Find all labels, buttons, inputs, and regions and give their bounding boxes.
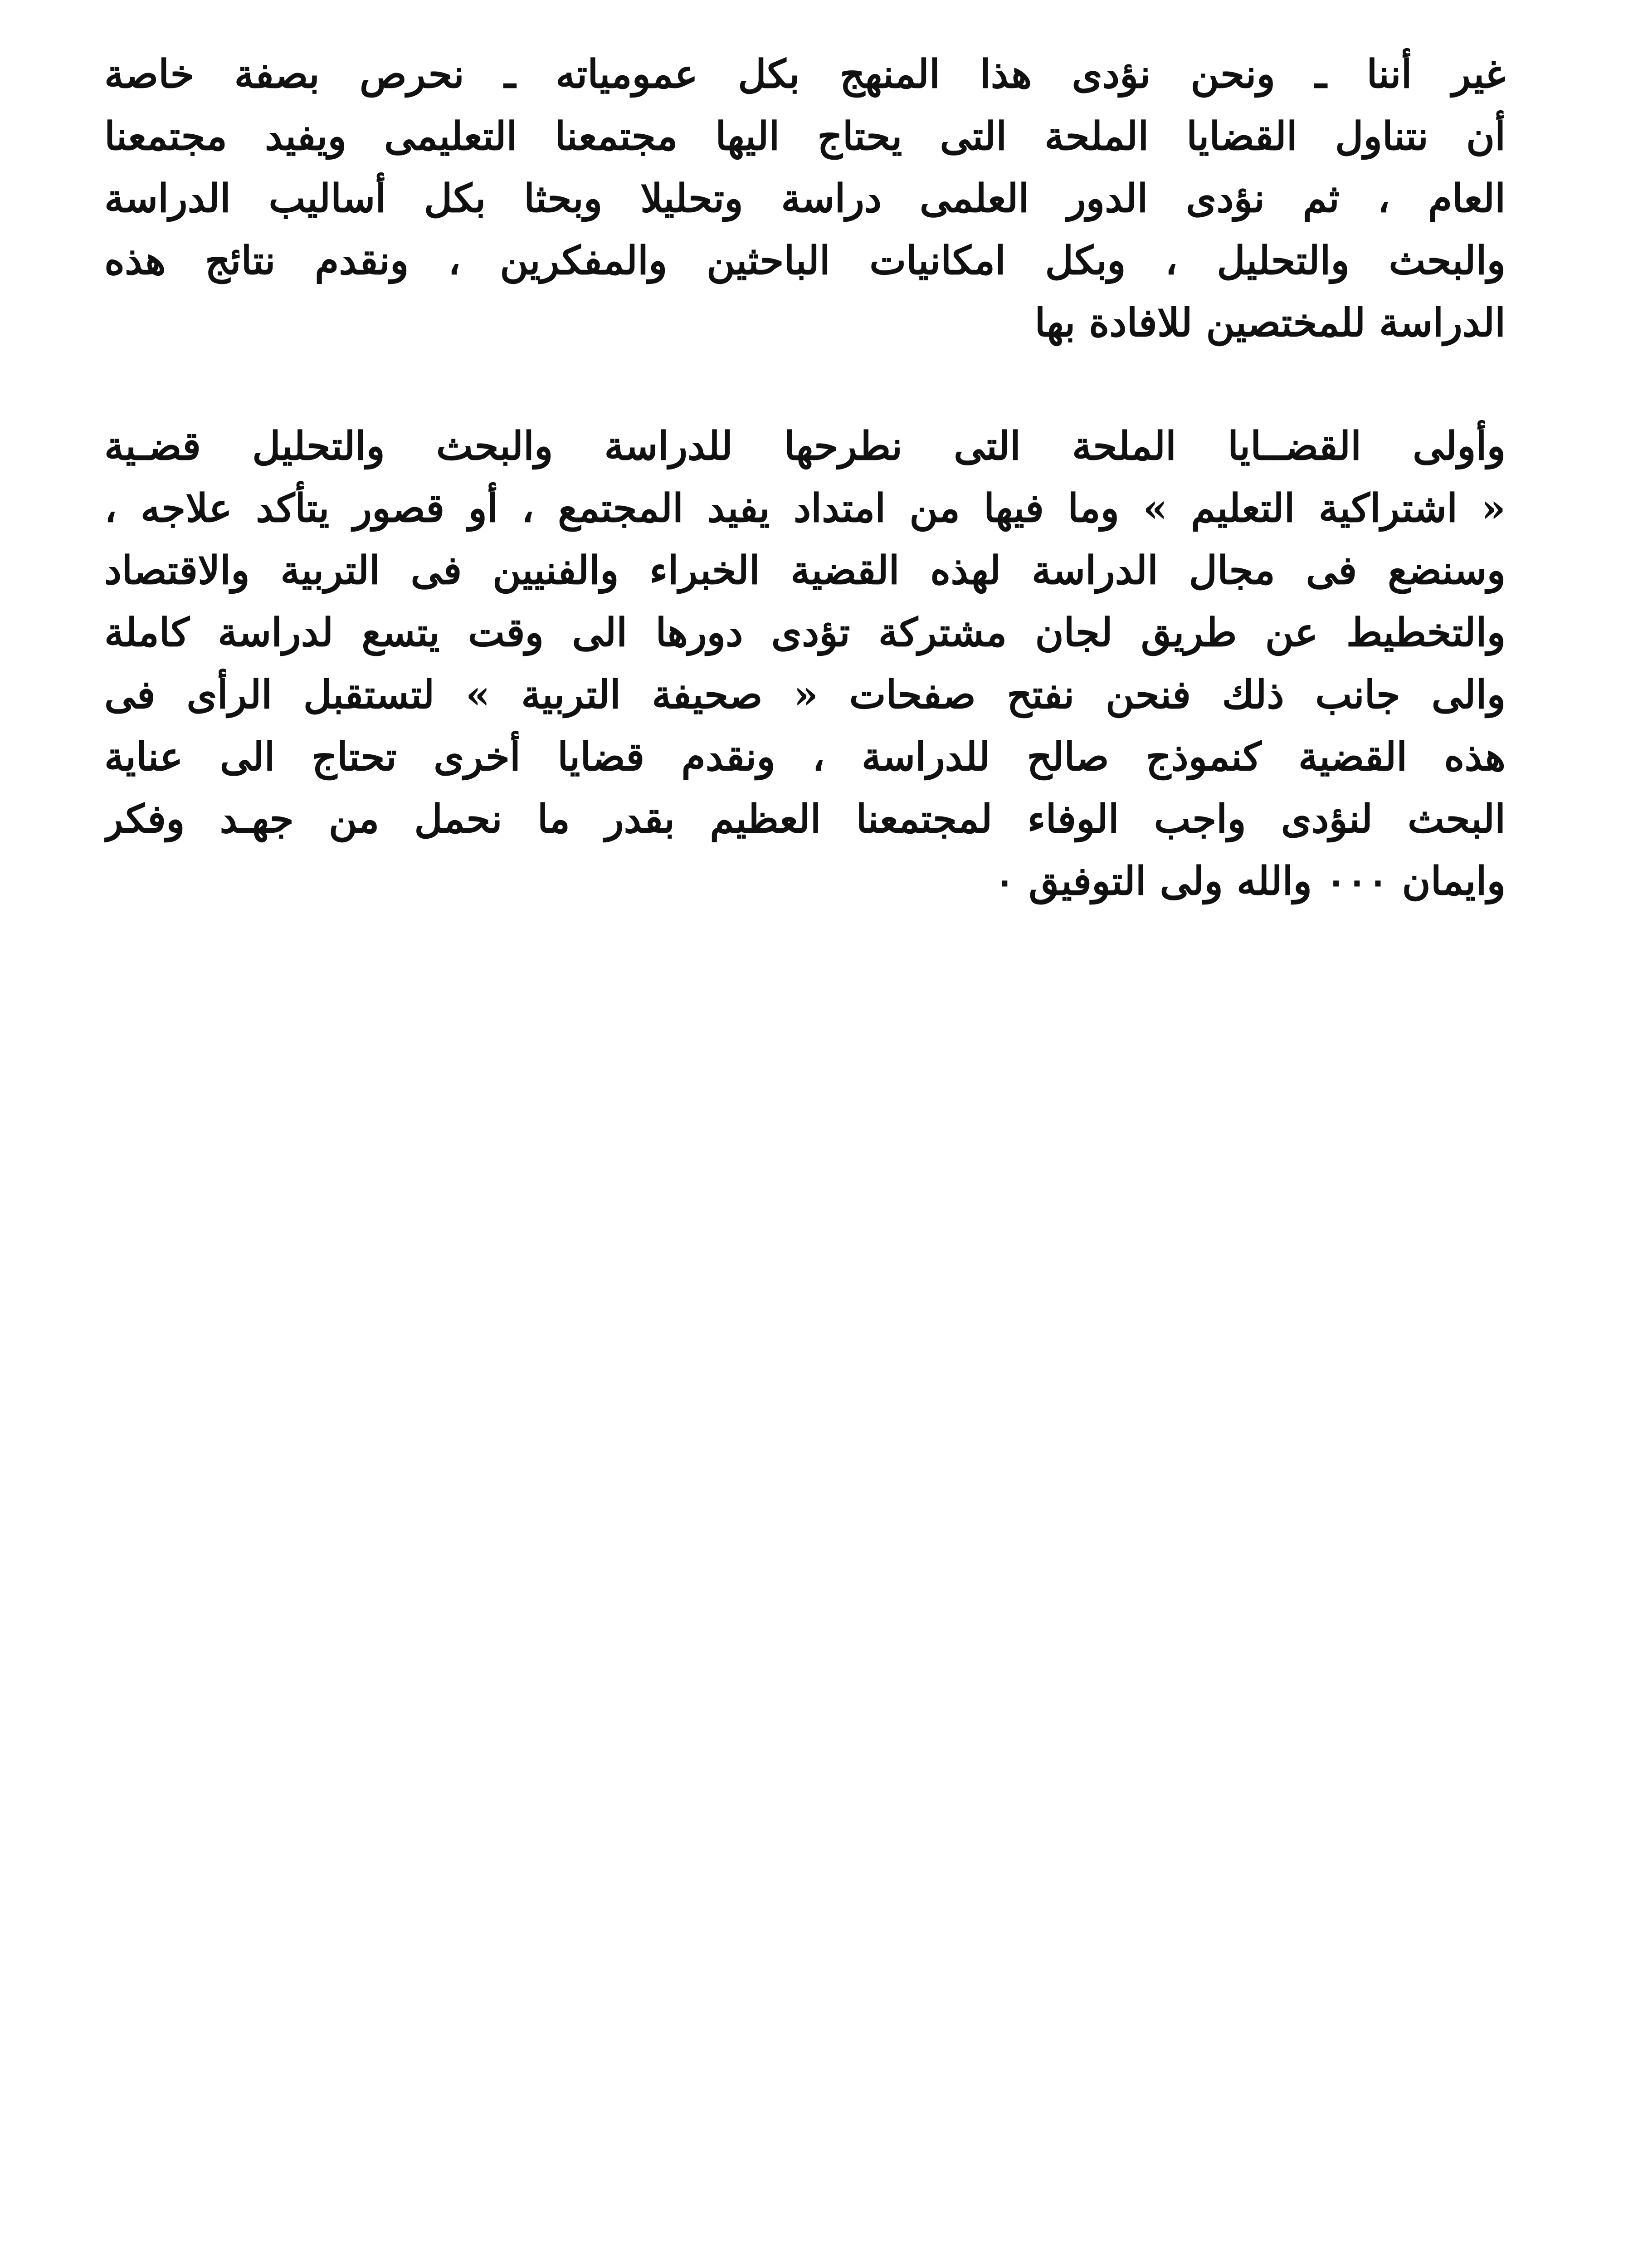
text-line: غير أننا ـ ونحن نؤدى هذا المنهج بكل عمومياته ـ نحرص بصفة خاصة <box>104 51 1506 97</box>
text-line: أن نتناول القضايا الملحة التى يحتاج اليها مجتمعنا التعليمى ويفيد مجتمعنا <box>104 113 1506 159</box>
text-line: البحث لنؤدى واجب الوفاء لمجتمعنا العظيم بقدر ما نحمل من جهـد وفكر <box>104 796 1506 842</box>
document-page <box>104 43 1506 2268</box>
text-line: وأولى القضــايا الملحة التى نطرحها للدراسة والبحث والتحليل قضـية <box>104 423 1506 469</box>
text-line: هذه القضية كنموذج صالح للدراسة ، ونقدم قضايا أخرى تحتاج الى عناية <box>104 734 1506 780</box>
text-line: والتخطيط عن طريق لجان مشتركة تؤدى دورها الى وقت يتسع لدراسة كاملة <box>104 610 1506 655</box>
text-line: العام ، ثم نؤدى الدور العلمى دراسة وتحليلا وبحثا بكل أساليب الدراسة <box>104 176 1506 221</box>
text-line: والبحث والتحليل ، وبكل امكانيات الباحثين والمفكرين ، ونقدم نتائج هذه <box>104 238 1506 284</box>
text-line: وايمان ٠٠٠ والله ولى التوفيق ٠ <box>994 858 1506 904</box>
text-line: وسنضع فى مجال الدراسة لهذه القضية الخبراء والفنيين فى التربية والاقتصاد <box>104 547 1506 593</box>
text-line: والى جانب ذلك فنحن نفتح صفحات « صحيفة التربية » لتستقبل الرأى فى <box>104 672 1506 718</box>
text-line: « اشتراكية التعليم » وما فيها من امتداد يفيد المجتمع ، أو قصور يتأكد علاجه ، <box>104 485 1506 531</box>
text-line: الدراسة للمختصين للافادة بها <box>1034 300 1506 346</box>
paragraph-first-issue <box>104 415 1506 912</box>
paragraph-intro <box>104 43 1506 354</box>
